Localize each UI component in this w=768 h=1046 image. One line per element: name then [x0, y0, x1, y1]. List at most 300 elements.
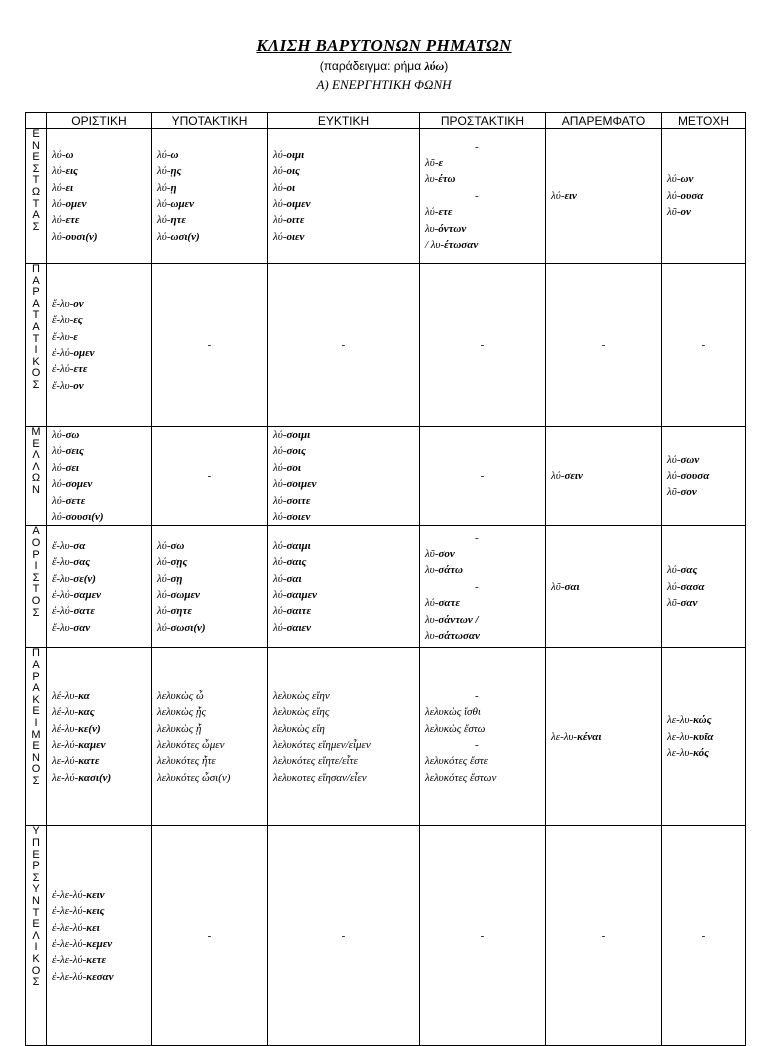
form-ending: σοιμεν [286, 478, 317, 491]
form-stem: λύ- [273, 539, 287, 552]
cell-aorist-indicative [47, 526, 152, 648]
cell-pluperfect-participle [662, 826, 746, 1046]
form-ending: σῃ [170, 572, 183, 585]
form-stem: λύ- [667, 453, 681, 466]
verb-form [667, 562, 745, 578]
tense-letter: Σ [32, 378, 40, 391]
verb-form: λελυκὼς ὦ [157, 689, 204, 702]
form-ending: οι [286, 181, 296, 194]
form-ending: ετε [73, 363, 88, 376]
form-ending: σει [65, 461, 79, 474]
verb-forms [47, 538, 151, 636]
verb-form: λελυκὼς ᾖς [157, 706, 206, 719]
form-stem: λύ- [273, 461, 287, 474]
tense-letter: Ε [32, 740, 40, 753]
verb-form [52, 147, 151, 163]
tense-letter: Ρ [32, 548, 40, 561]
col-header-infinitive: ΑΠΑΡΕΜΦΑΤΟ [546, 113, 662, 129]
verb-form: λελυκὼς ἴσθι [425, 706, 481, 719]
col-header-participle: ΜΕΤΟΧΗ [662, 113, 746, 129]
form-stem: λέ-λυ- [52, 706, 79, 719]
form-stem: ἔ-λυ- [52, 314, 74, 327]
empty-dash: - [207, 929, 212, 942]
form-ending: κυῖα [693, 730, 714, 743]
verb-form: λελυκὼς εἴην [273, 689, 330, 702]
tense-letter: Λ [32, 449, 40, 462]
form-stem: λύ- [157, 214, 171, 227]
form-ending: σητε [170, 605, 192, 618]
form-stem: λέ-λυ- [52, 689, 79, 702]
cell-aorist-subjunctive [152, 526, 268, 648]
verb-forms [546, 579, 661, 595]
tense-letter: Μ [31, 728, 41, 741]
corner-cell [26, 113, 47, 129]
form-stem: ἔ-λυ- [52, 379, 74, 392]
verb-form [52, 603, 151, 619]
verb-forms [662, 171, 745, 220]
form-stem: λύ- [52, 148, 66, 161]
form-stem: λε-λυ- [667, 730, 694, 743]
empty-dash: - [207, 470, 212, 483]
conjugation-table [25, 112, 746, 1046]
tense-letter: Ο [31, 595, 41, 607]
form-stem: λύ- [425, 206, 439, 219]
form-stem: λύ- [52, 511, 66, 524]
verb-forms [47, 427, 151, 525]
tense-letter: Ε [32, 918, 40, 931]
verb-form: λελυκότες εἴητε/εἶτε [273, 755, 358, 768]
form-ending: ει [65, 181, 74, 194]
cell-future-participle [662, 427, 746, 526]
empty-dash: - [480, 470, 485, 483]
example-subtitle [0, 59, 768, 74]
cell-perfect-imperative [420, 648, 546, 826]
tense-letter: Σ [32, 976, 40, 989]
form-stem: λύ- [273, 445, 287, 458]
form-stem: λυ- [425, 564, 439, 577]
verb-form [157, 180, 267, 196]
empty-dash: - [601, 339, 606, 351]
form-ending: σατε [438, 597, 460, 610]
form-stem: ἔ-λυ- [52, 572, 74, 585]
verb-form [157, 587, 267, 603]
form-ending: σατε [73, 605, 95, 618]
cell-aorist-optative [268, 526, 420, 648]
form-ending: ετε [65, 214, 80, 227]
tense-letter: Τ [32, 332, 40, 345]
form-ending: σετε [65, 494, 86, 507]
cell-aorist-imperative [420, 526, 546, 648]
form-ending: σαι [564, 580, 580, 593]
cell-pluperfect-optative [268, 826, 420, 1046]
subtitle-verb: λύω [424, 59, 445, 73]
verb-form [425, 612, 545, 628]
form-ending: σοιμι [286, 429, 311, 441]
form-ending: σον [438, 547, 455, 560]
tense-letter: Τ [32, 583, 40, 596]
verb-form [52, 770, 151, 786]
verb-form [425, 628, 545, 644]
form-stem: λύ- [273, 230, 287, 243]
verb-forms [546, 729, 661, 745]
verb-forms [47, 688, 151, 786]
form-stem: λύ- [273, 181, 287, 194]
verb-form [667, 468, 745, 484]
form-ending: ουσι(ν) [65, 230, 98, 243]
verb-form [273, 493, 419, 509]
form-ending: ωμεν [170, 198, 194, 210]
verb-forms [662, 562, 745, 611]
form-ending: ε [73, 330, 78, 343]
cell-pluperfect-subjunctive [152, 826, 268, 1046]
tense-row-imperfect [26, 264, 746, 427]
form-stem: ἔ-λυ- [52, 621, 74, 634]
subtitle-prefix: (παράδειγμα: ρήμα [319, 59, 425, 73]
tense-row-future [26, 427, 746, 526]
tense-letter: Μ [31, 426, 41, 438]
form-stem: λύ- [52, 198, 66, 210]
tense-row-present [26, 129, 746, 264]
tense-letter: Ω [31, 472, 41, 485]
form-ending: σομεν [65, 478, 93, 491]
verb-form [273, 460, 419, 476]
table-header-row [26, 113, 746, 129]
tense-letter: Ρ [32, 286, 40, 299]
form-ending: σωσι(ν) [170, 621, 206, 634]
tense-letter: Π [32, 263, 40, 275]
tense-letter: Τ [32, 197, 40, 210]
form-ending: σον [680, 486, 697, 499]
col-header-indicative: ΟΡΙΣΤΙΚΗ [47, 113, 152, 129]
cell-future-indicative [47, 427, 152, 526]
form-stem: λύ- [157, 198, 171, 210]
verb-form [667, 171, 745, 187]
form-stem: λῦ- [425, 547, 439, 560]
form-stem: λύ- [157, 165, 171, 178]
tense-label-future [26, 427, 47, 526]
page-title: ΚΛΙΣΗ ΒΑΡΥΤΟΝΩΝ ΡΗΜΑΤΩΝ [256, 36, 512, 55]
form-stem: λύ- [273, 556, 287, 569]
verb-form: λελυκοτες εἴησαν/εἶεν [273, 771, 367, 784]
verb-form [273, 509, 419, 525]
verb-form [52, 920, 151, 936]
verb-form [52, 476, 151, 492]
tense-letter: Σ [32, 571, 40, 584]
form-ending: σαμεν [73, 588, 102, 601]
form-ending: κώς [693, 714, 712, 727]
tense-letter: Ο [31, 367, 41, 380]
tense-letter: Τ [32, 906, 40, 919]
form-stem: λύ- [52, 230, 66, 243]
verb-form [52, 212, 151, 228]
verb-form [551, 729, 661, 745]
tense-letter: Ε [32, 848, 40, 861]
verb-forms [152, 538, 267, 636]
verb-form [52, 329, 151, 345]
verb-form [425, 204, 545, 220]
form-ending: ομεν [73, 347, 95, 359]
verb-form [425, 221, 545, 237]
verb-form [52, 180, 151, 196]
verb-form [273, 443, 419, 459]
verb-form [157, 554, 267, 570]
verb-form: - [475, 580, 479, 593]
empty-dash: - [341, 929, 346, 942]
verb-form [52, 554, 151, 570]
verb-form [157, 538, 267, 554]
voice-heading: Α) ΕΝΕΡΓΗΤΙΚΗ ΦΩΝΗ [316, 77, 452, 92]
tense-letter: Α [32, 682, 40, 695]
tense-letter: Σ [32, 162, 40, 175]
form-ending: οιμι [286, 148, 305, 161]
form-ending: κει [86, 921, 100, 934]
verb-form [273, 538, 419, 554]
cell-imperfect-indicative [47, 264, 152, 427]
tense-letter: Ι [34, 344, 38, 357]
form-ending: καμεν [78, 738, 106, 751]
tense-label-perfect [26, 648, 47, 826]
form-stem: λύ- [52, 478, 66, 491]
verb-form [273, 571, 419, 587]
verb-form [667, 484, 745, 500]
form-stem: λύ- [273, 478, 287, 491]
form-stem: ἔ-λυ- [52, 539, 74, 552]
tense-letter: Σ [32, 871, 40, 884]
cell-present-infinitive [546, 129, 662, 264]
verb-forms [662, 712, 745, 761]
tense-letter: Κ [32, 355, 40, 368]
cell-future-subjunctive [152, 427, 268, 526]
form-ending: ον [680, 206, 691, 219]
tense-letter: Ε [32, 705, 40, 718]
form-ending: οις [286, 165, 300, 178]
form-ending: ετε [438, 206, 453, 219]
cell-perfect-optative [268, 648, 420, 826]
verb-form [425, 595, 545, 611]
verb-form [667, 204, 745, 220]
tense-letter: Ι [34, 717, 38, 729]
tense-letter: Ν [32, 895, 40, 907]
verb-form: - [475, 531, 479, 544]
form-stem: λύ- [157, 572, 171, 585]
form-stem: λε-λυ- [667, 714, 694, 727]
cell-perfect-participle [662, 648, 746, 826]
form-ending: κεις [86, 905, 105, 918]
verb-form [52, 936, 151, 952]
form-ending: ε [438, 156, 443, 169]
verb-form [273, 587, 419, 603]
tense-letter: Ο [31, 537, 41, 550]
form-ending: σαιμι [286, 539, 311, 552]
form-ending: ον [73, 297, 84, 310]
verb-forms [268, 147, 419, 245]
form-ending: σοι [286, 461, 301, 474]
col-header-optative: ΕΥΚΤΙΚΗ [268, 113, 420, 129]
form-stem: λῦ- [425, 156, 439, 169]
verb-form [425, 155, 545, 171]
verb-form [52, 163, 151, 179]
form-stem: λύ- [273, 148, 287, 161]
tense-letter: Α [32, 525, 40, 538]
verb-forms [47, 296, 151, 394]
verb-form [273, 212, 419, 228]
form-ending: σας [73, 556, 91, 569]
verb-form [551, 468, 661, 484]
form-ending: σουσι(ν) [65, 511, 104, 524]
verb-form: - [475, 140, 479, 153]
verb-forms [268, 538, 419, 636]
cell-imperfect-infinitive [546, 264, 662, 427]
tense-letter: Κ [32, 693, 40, 706]
form-stem: λῦ- [551, 580, 565, 593]
verb-form [52, 443, 151, 459]
cell-perfect-subjunctive [152, 648, 268, 826]
verb-form [667, 595, 745, 611]
tense-letter: Σ [32, 774, 40, 787]
form-stem: λύ- [157, 230, 171, 243]
cell-future-imperative [420, 427, 546, 526]
verb-forms [47, 147, 151, 245]
form-stem: λύ- [667, 470, 681, 483]
form-stem: λύ- [551, 189, 565, 202]
verb-form [425, 546, 545, 562]
form-ending: σωμεν [170, 588, 200, 601]
verb-form [52, 538, 151, 554]
form-stem: λύ- [157, 588, 171, 601]
cell-present-imperative [420, 129, 546, 264]
tense-letter: Α [32, 274, 40, 287]
tense-letter: Α [32, 320, 40, 333]
verb-form [157, 212, 267, 228]
tense-letter: Λ [32, 460, 40, 473]
tense-label-aorist [26, 526, 47, 648]
form-stem: λυ- [425, 629, 439, 642]
tense-letter: Τ [32, 174, 40, 187]
form-stem: λύ- [52, 214, 66, 227]
form-stem: λύ- [667, 564, 681, 577]
verb-form [52, 427, 151, 443]
tense-letter: Ρ [32, 860, 40, 873]
form-ending: σαιμεν [286, 588, 318, 601]
form-stem: λύ- [667, 580, 681, 593]
form-stem: λύ- [52, 181, 66, 194]
tense-label-present [26, 129, 47, 264]
form-stem: λύ- [157, 621, 171, 634]
form-ending: σάτω [438, 564, 463, 577]
form-stem: ἐ-λύ- [52, 588, 74, 601]
form-ending: σῃς [170, 556, 188, 569]
form-stem: λε-λύ- [52, 755, 79, 768]
verb-form: λελυκότες ἔστων [425, 771, 497, 784]
verb-form [52, 737, 151, 753]
verb-form [52, 952, 151, 968]
verb-form [52, 345, 151, 361]
form-ending: κετε [86, 954, 106, 967]
cell-imperfect-subjunctive [152, 264, 268, 427]
verb-form [273, 554, 419, 570]
cell-pluperfect-indicative [47, 826, 152, 1046]
form-ending: σοιεν [286, 511, 311, 524]
verb-form [52, 378, 151, 394]
form-stem: ἐ-λύ- [52, 363, 74, 376]
verb-form [157, 196, 267, 212]
cell-future-infinitive [546, 427, 662, 526]
form-stem: ἐ-λύ- [52, 347, 74, 359]
form-stem: λύ- [157, 556, 171, 569]
tense-letter: Ι [34, 941, 38, 954]
verb-forms [152, 688, 267, 786]
col-header-subjunctive: ΥΠΟΤΑΚΤΙΚΗ [152, 113, 268, 129]
form-ending: ῃ [170, 181, 177, 194]
verb-form [667, 579, 745, 595]
tense-letter: Α [32, 209, 40, 222]
form-ending: σαιεν [286, 621, 311, 634]
form-ending: κεμεν [86, 937, 113, 950]
tense-letter: Ω [31, 185, 41, 198]
verb-form [273, 147, 419, 163]
cell-present-subjunctive [152, 129, 268, 264]
form-ending: σουσα [680, 470, 710, 483]
tense-label-imperfect [26, 264, 47, 427]
tense-letter: Ε [32, 437, 40, 450]
form-ending: ων [680, 173, 694, 186]
tense-letter: Ι [34, 560, 38, 573]
verb-forms [420, 688, 545, 786]
form-stem: λύ- [273, 511, 287, 524]
form-stem: ἐ-λε-λύ- [52, 937, 87, 950]
verb-form [273, 180, 419, 196]
verb-form [551, 188, 661, 204]
form-ending: κειν [86, 888, 105, 901]
form-ending: κατε [78, 755, 100, 768]
form-ending: ειν [564, 189, 577, 202]
verb-forms [546, 468, 661, 484]
form-ending: σεις [65, 445, 84, 458]
verb-form [52, 571, 151, 587]
tense-letter: Α [32, 297, 40, 310]
verb-form [425, 171, 545, 187]
tense-letter: Σ [32, 220, 40, 233]
empty-dash: - [601, 929, 606, 942]
form-ending: ουσα [680, 189, 704, 202]
verb-form [273, 196, 419, 212]
form-ending: σάντων / [438, 613, 479, 626]
verb-form: λελυκὼς εἴη [273, 722, 325, 735]
form-stem: λύ- [52, 165, 66, 178]
tense-letter: Ε [32, 151, 40, 164]
tense-letter: Υ [32, 825, 40, 838]
form-stem: λύ- [667, 189, 681, 202]
form-ending: κε(ν) [78, 722, 101, 735]
verb-form [273, 427, 419, 443]
cell-aorist-participle [662, 526, 746, 648]
tense-row-pluperfect [26, 826, 746, 1046]
form-stem: λύ- [667, 173, 681, 186]
form-stem: λυ- [425, 222, 439, 235]
verb-form [52, 688, 151, 704]
cell-imperfect-imperative [420, 264, 546, 427]
form-ending: σω [65, 429, 80, 441]
form-stem: λε-λύ- [52, 738, 79, 751]
cell-future-optative [268, 427, 420, 526]
form-stem: λύ- [273, 165, 287, 178]
verb-form: λελυκότες ὦμεν [157, 738, 225, 751]
form-ending: σαιτε [286, 605, 311, 618]
form-ending: ω [170, 148, 179, 161]
form-stem: λύ- [157, 605, 171, 618]
form-stem: λύ- [273, 605, 287, 618]
cell-pluperfect-imperative [420, 826, 546, 1046]
